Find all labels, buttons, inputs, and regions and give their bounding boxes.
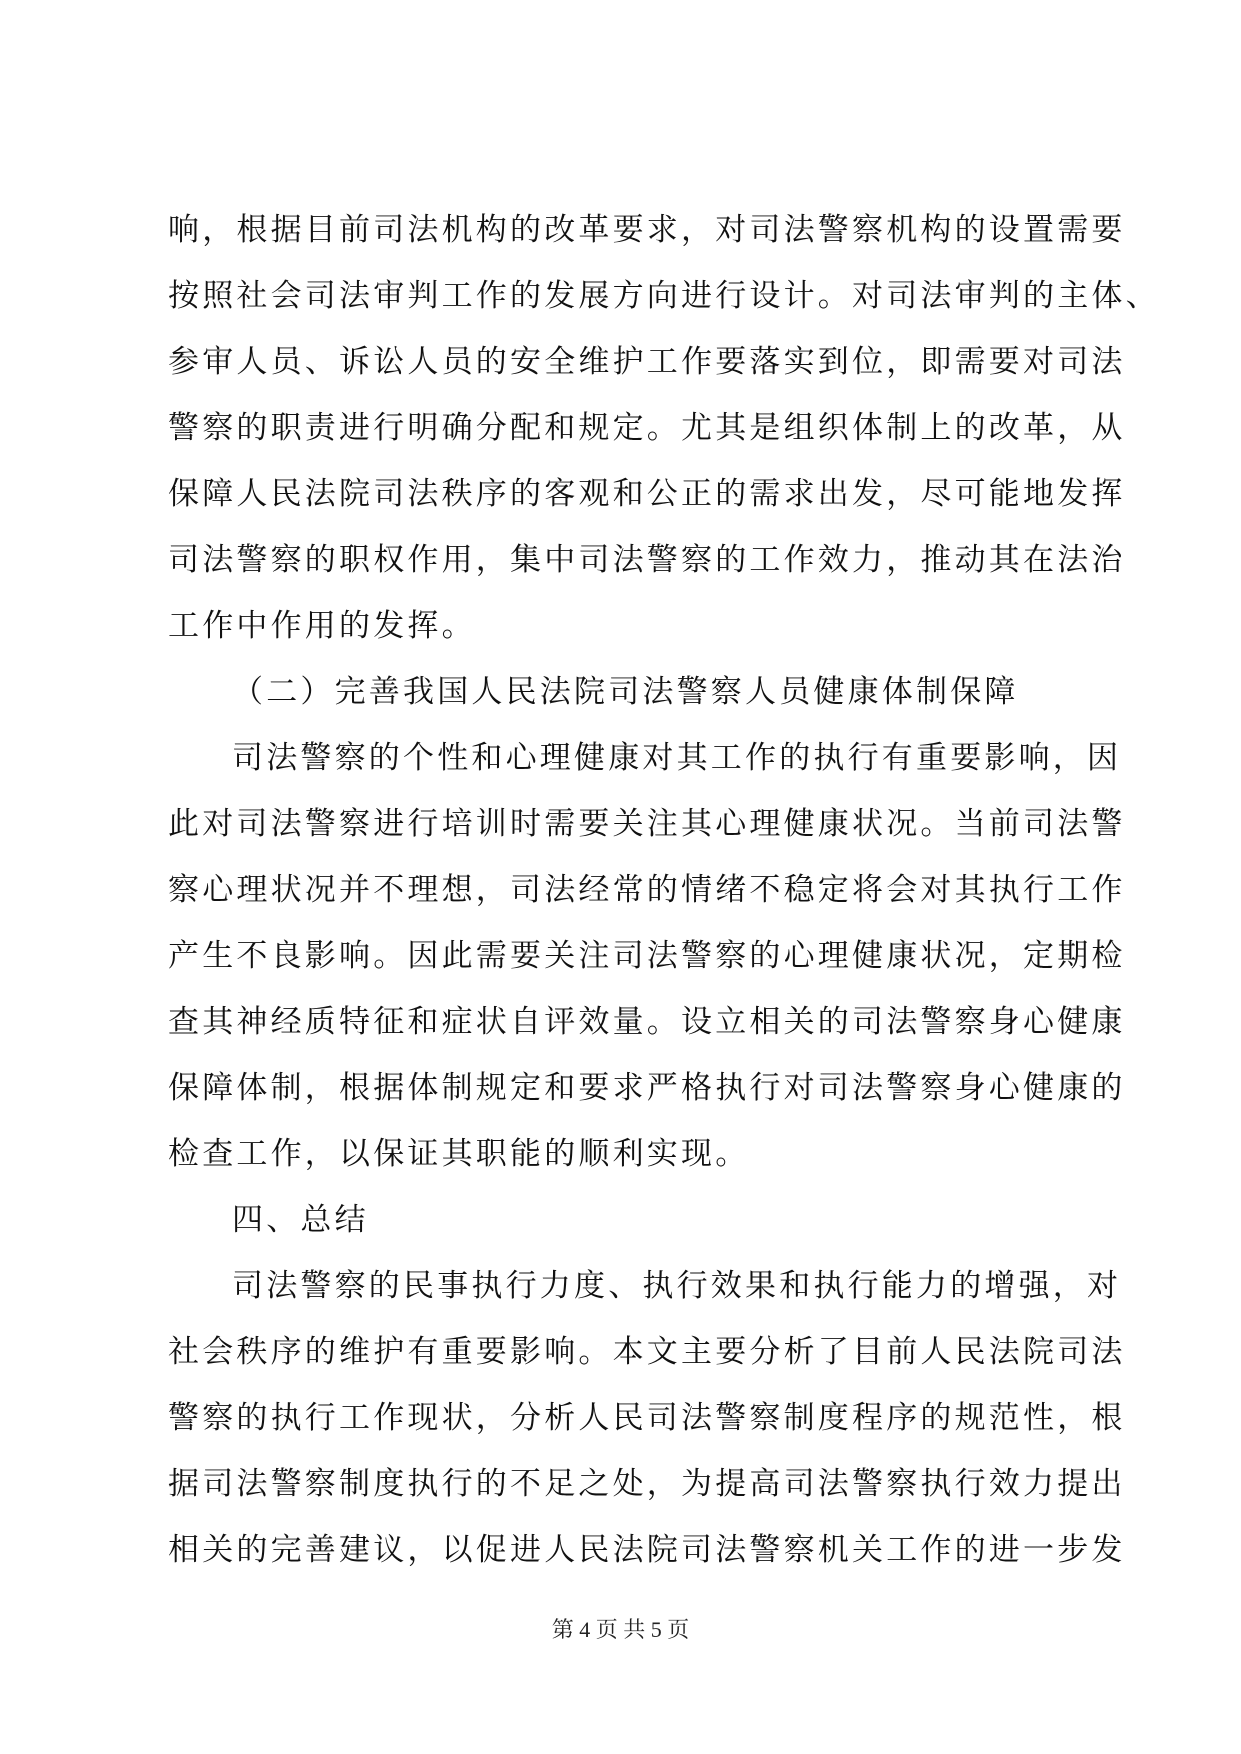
text-line: 此对司法警察进行培训时需要关注其心理健康状况。当前司法警 xyxy=(168,806,1126,842)
text-line: 司法警察的个性和心理健康对其工作的执行有重要影响，因 xyxy=(232,740,1122,776)
text-line: 工作中作用的发挥。 xyxy=(168,608,476,644)
text-line: 按照社会司法审判工作的发展方向进行设计。对司法审判的主体、 xyxy=(168,278,1160,314)
text-line: 保障体制，根据体制规定和要求严格执行对司法警察身心健康的 xyxy=(168,1070,1126,1106)
section-heading: 四、总结 xyxy=(232,1202,369,1238)
text-line: 响，根据目前司法机构的改革要求，对司法警察机构的设置需要 xyxy=(168,212,1126,248)
page-footer: 第 4 页 共 5 页 xyxy=(551,1617,690,1642)
section-heading: （二）完善我国人民法院司法警察人员健康体制保障 xyxy=(232,674,1019,710)
text-line: 检查工作，以保证其职能的顺利实现。 xyxy=(168,1136,750,1172)
text-line: 相关的完善建议，以促进人民法院司法警察机关工作的进一步发 xyxy=(168,1532,1126,1568)
text-line: 司法警察的民事执行力度、执行效果和执行能力的增强，对 xyxy=(232,1268,1122,1304)
text-line: 察心理状况并不理想，司法经常的情绪不稳定将会对其执行工作 xyxy=(168,872,1126,908)
text-line: 司法警察的职权作用，集中司法警察的工作效力，推动其在法治 xyxy=(168,542,1126,578)
text-line: 社会秩序的维护有重要影响。本文主要分析了目前人民法院司法 xyxy=(168,1334,1126,1370)
text-line: 保障人民法院司法秩序的客观和公正的需求出发，尽可能地发挥 xyxy=(168,476,1126,512)
text-line: 参审人员、诉讼人员的安全维护工作要落实到位，即需要对司法 xyxy=(168,344,1126,380)
text-line: 查其神经质特征和症状自评效量。设立相关的司法警察身心健康 xyxy=(168,1004,1126,1040)
text-line: 警察的职责进行明确分配和规定。尤其是组织体制上的改革，从 xyxy=(168,410,1126,446)
text-line: 警察的执行工作现状，分析人民司法警察制度程序的规范性，根 xyxy=(168,1400,1126,1436)
text-line: 产生不良影响。因此需要关注司法警察的心理健康状况，定期检 xyxy=(168,938,1126,974)
text-line: 据司法警察制度执行的不足之处，为提高司法警察执行效力提出 xyxy=(168,1466,1126,1502)
